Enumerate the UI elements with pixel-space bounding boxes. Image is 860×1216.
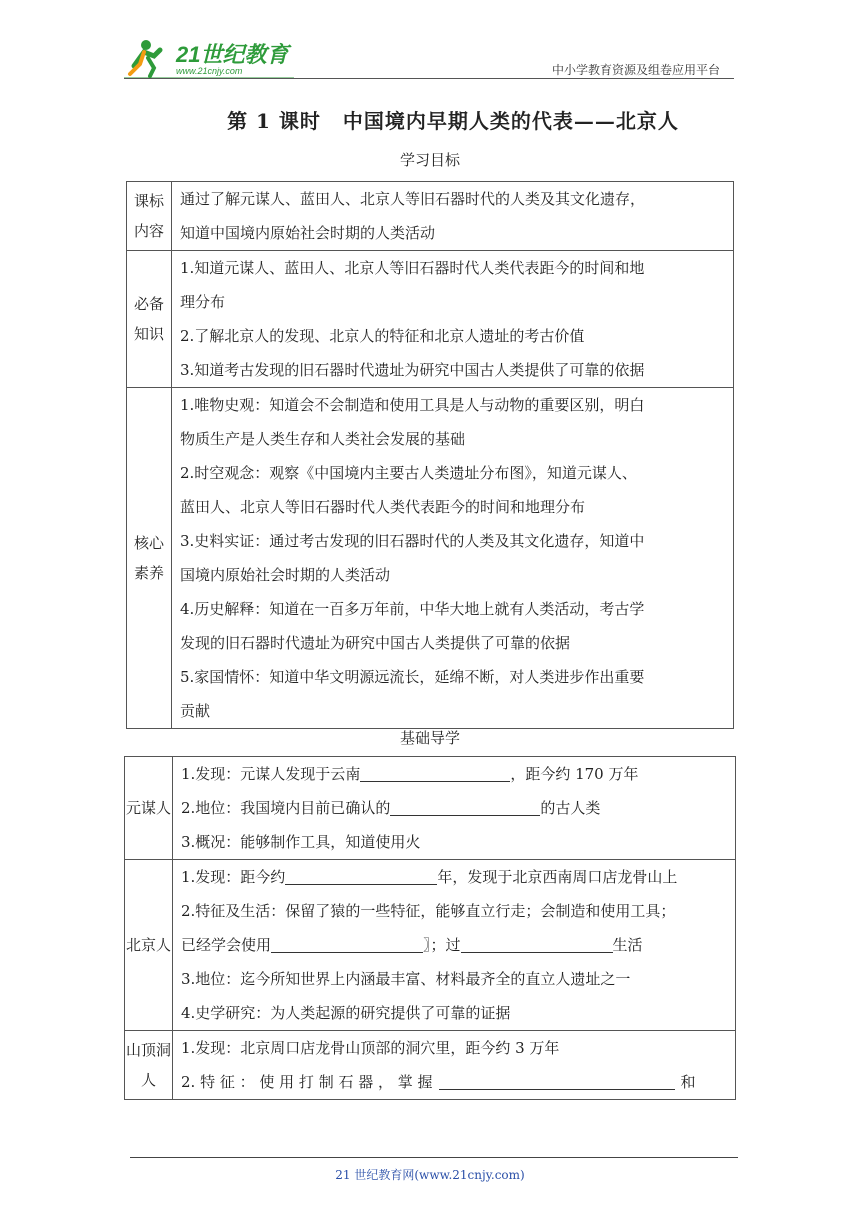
text-part: 年，发现于北京西南周口店龙骨山上 [437, 868, 678, 886]
row-content [172, 251, 734, 388]
fill-blank[interactable] [285, 866, 437, 885]
site-logo [124, 36, 294, 80]
table-row [125, 1031, 736, 1100]
fill-blank[interactable] [390, 797, 540, 816]
row-label: 核心素养 [127, 388, 172, 729]
text-part: 已经学会使用 [181, 936, 272, 954]
fill-blank[interactable] [461, 934, 613, 953]
text-part: 2.地位：我国境内目前已确认的 [181, 799, 391, 817]
logo-url: www.21cnjy.com [176, 66, 243, 76]
fill-blank[interactable] [360, 763, 510, 782]
table-row [125, 757, 736, 860]
lesson-number: 第 1 课时 [227, 109, 321, 133]
table-row [127, 182, 734, 251]
text-line: 蓝田人、北京人等旧石器时代人类代表距今的时间和地理分布 [180, 498, 586, 516]
text-line [181, 757, 729, 791]
text-line: 理分布 [180, 293, 226, 311]
fill-blank[interactable] [439, 1071, 675, 1090]
text-line: 3.概况：能够制作工具，知道使用火 [181, 833, 421, 851]
text-line: 知道中国境内原始社会时期的人类活动 [180, 224, 436, 242]
footer-divider [130, 1157, 738, 1158]
text-line: 发现的旧石器时代遗址为研究中国古人类提供了可靠的依据 [180, 634, 571, 652]
text-part: ，距今约 170 万年 [510, 765, 639, 783]
text-part: 的古人类 [540, 799, 601, 817]
logo-icon [124, 36, 294, 80]
row-label: 山顶洞人 [125, 1031, 173, 1100]
text-line: 通过了解元谋人、蓝田人、北京人等旧石器时代的人类及其文化遗存， [180, 190, 646, 208]
row-label: 必备知识 [127, 251, 172, 388]
fill-blank[interactable] [271, 934, 423, 953]
row-content [172, 388, 734, 729]
header-divider [124, 78, 734, 79]
page-title [0, 105, 860, 134]
text-line: 4.历史解释：知道在一百多万年前，中华大地上就有人类活动，考古学 [180, 600, 645, 618]
row-label: 课标内容 [127, 182, 172, 251]
guide-table [124, 756, 736, 1100]
text-line: 2.了解北京人的发现、北京人的特征和北京人遗址的考古价值 [180, 327, 585, 345]
text-line: 贡献 [180, 702, 211, 720]
table-row [125, 860, 736, 1031]
text-line [181, 1065, 729, 1099]
text-line: 1.唯物史观：知道会不会制造和使用工具是人与动物的重要区别，明白 [180, 396, 645, 414]
text-line: 1.发现：北京周口店龙骨山顶部的洞穴里，距今约 3 万年 [181, 1039, 560, 1057]
text-line: 2.时空观念：观察《中国境内主要古人类遗址分布图》，知道元谋人、 [180, 464, 637, 482]
row-label: 元谋人 [125, 757, 173, 860]
text-line: 1.知道元谋人、蓝田人、北京人等旧石器时代人类代表距今的时间和地 [180, 259, 645, 277]
text-part: 〗；过 [423, 936, 461, 954]
text-part: 和 [680, 1073, 696, 1091]
row-content [172, 182, 734, 251]
goals-heading: 学习目标 [399, 151, 460, 169]
goals-table [126, 181, 734, 729]
text-line [181, 860, 729, 894]
text-line: 4.史学研究：为人类起源的研究提供了可靠的证据 [181, 1004, 511, 1022]
text-part: 2. 特 征 ： 使 用 打 制 石 器 ， 掌 握 [181, 1073, 433, 1091]
text-line: 物质生产是人类生存和人类社会发展的基础 [180, 430, 466, 448]
text-part: 1.发现：距今约 [181, 868, 286, 886]
row-content [173, 1031, 736, 1100]
text-line: 3.知道考古发现的旧石器时代遗址为研究中国古人类提供了可靠的依据 [180, 361, 645, 379]
platform-name: 中小学教育资源及组卷应用平台 [551, 63, 720, 77]
row-label: 北京人 [125, 860, 173, 1031]
text-line: 5.家国情怀：知道中华文明源远流长，延绵不断，对人类进步作出重要 [180, 668, 645, 686]
text-line [181, 791, 729, 825]
text-line: 3.地位：迄今所知世界上内涵最丰富、材料最齐全的直立人遗址之一 [181, 970, 631, 988]
row-content [173, 757, 736, 860]
text-part: 1.发现：元谋人发现于云南 [181, 765, 361, 783]
lesson-topic: 中国境内早期人类的代表——北京人 [342, 109, 679, 133]
table-row [127, 251, 734, 388]
text-line: 3.史料实证：通过考古发现的旧石器时代的人类及其文化遗存，知道中 [180, 532, 645, 550]
text-part: 生活 [612, 936, 643, 954]
guide-heading: 基础导学 [399, 729, 460, 747]
footer-link[interactable]: 21 世纪教育网(www.21cnjy.com) [335, 1168, 525, 1182]
text-line [181, 928, 729, 962]
text-line: 2.特征及生活：保留了猿的一些特征，能够直立行走；会制造和使用工具； [181, 902, 676, 920]
logo-text: 21世纪教育 [176, 42, 289, 67]
row-content [173, 860, 736, 1031]
table-row [127, 388, 734, 729]
text-line: 国境内原始社会时期的人类活动 [180, 566, 391, 584]
